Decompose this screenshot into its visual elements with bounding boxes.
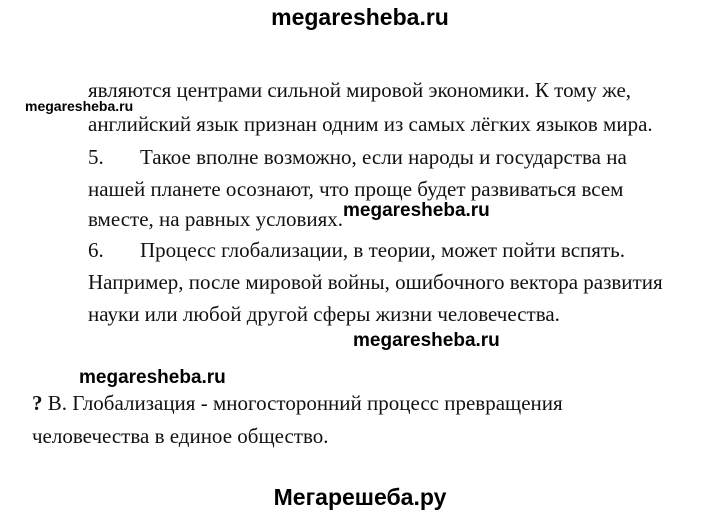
list-item-6 [88, 238, 625, 262]
question-mark: ? [32, 391, 43, 415]
text-line: вместе, на равных условиях. [88, 207, 344, 231]
watermark-footer: Мегарешеба.ру [273, 484, 447, 510]
list-item-number: 6. [88, 238, 104, 262]
watermark-header: megaresheba.ru [271, 4, 449, 30]
text-line: английский язык признан одним из самых лёгких языков мира. [88, 112, 653, 136]
text-line: нашей планете осознают, что проще будет развиваться всем [88, 177, 624, 201]
text-line: Например, после мировой войны, ошибочного вектора развития [88, 270, 663, 294]
list-item-text: Такое вполне возможно, если народы и государства на [140, 145, 627, 169]
list-item-number: 5. [88, 145, 104, 169]
watermark-left-small: megaresheba.ru [25, 98, 134, 114]
watermark-mid-3: megaresheba.ru [79, 367, 226, 388]
text-line: человечества в единое общество. [32, 424, 329, 448]
watermark-mid-2: megaresheba.ru [353, 330, 500, 351]
text-line: являются центрами сильной мировой экономики. К тому же, [88, 78, 632, 102]
question-text: В. Глобализация - многосторонний процесс превращения [42, 391, 563, 415]
list-item-text: Процесс глобализации, в теории, может пойти вспять. [140, 238, 625, 262]
list-item-5 [88, 145, 627, 169]
text-line: науки или любой другой сферы жизни человечества. [88, 302, 560, 326]
question-line [32, 391, 563, 415]
watermark-mid-1: megaresheba.ru [343, 200, 490, 221]
